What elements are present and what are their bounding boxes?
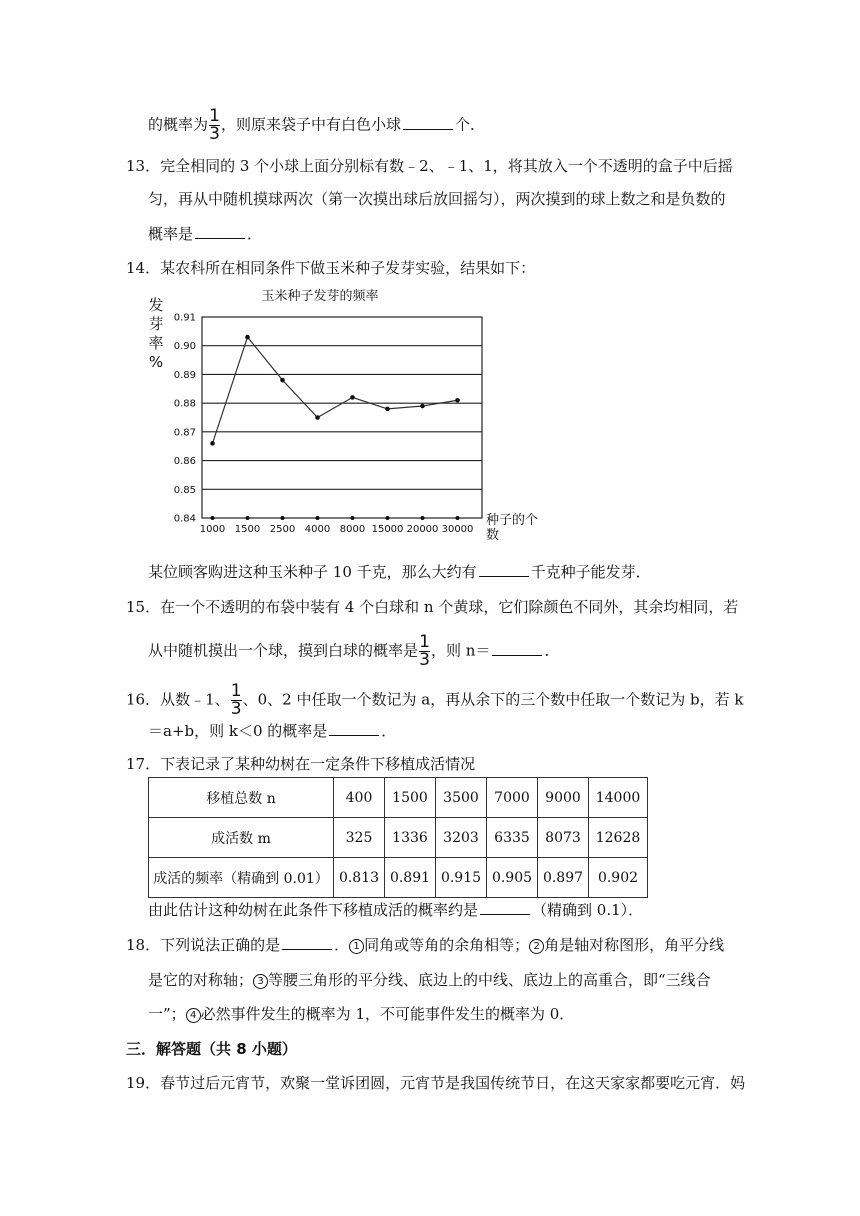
- answer-blank[interactable]: [329, 721, 379, 736]
- q13-text: 概率是: [148, 225, 194, 243]
- q16-line1: [126, 683, 743, 718]
- row-header: 成活数 m: [149, 818, 334, 858]
- y-tick-label: 0.87: [173, 427, 196, 439]
- x-axis-marker: [316, 516, 320, 520]
- q18-text-f: 一”；: [148, 1005, 186, 1023]
- q13-line3: [148, 224, 262, 244]
- x-tick-label: 4000: [304, 524, 331, 535]
- y-tick-label: 0.89: [173, 369, 196, 381]
- q18-text-b: 同角或等角的余角相等；: [364, 936, 530, 954]
- q18-line2: [148, 970, 711, 990]
- q14-line1: 14．某农科所在相同条件下做玉米种子发芽实验，结果如下：: [126, 259, 536, 277]
- y-axis-label: [148, 296, 163, 371]
- q12-text-pre: 的概率为: [148, 115, 209, 134]
- table-cell: 0.813: [334, 858, 385, 898]
- x-tick-labels: [200, 516, 474, 535]
- q17-after-text: 由此估计这种幼树在此条件下移植成活的概率约是: [148, 901, 479, 919]
- x-axis-label: [486, 513, 538, 543]
- y-tick-label: 0.91: [173, 312, 196, 324]
- data-point: [350, 395, 355, 400]
- q14-after-text: 某位顾客购进这种玉米种子 10 千克，那么大约有: [148, 563, 477, 581]
- answer-blank[interactable]: [403, 115, 453, 130]
- table-cell: 8073: [538, 818, 589, 858]
- q18-text-a: ．: [334, 936, 350, 954]
- x-tick-label: 30000: [441, 524, 474, 535]
- table-cell: 3203: [436, 818, 487, 858]
- y-axis-label-char: 率: [148, 334, 164, 352]
- q12-tail: [148, 108, 485, 143]
- x-axis-label-line: 数: [486, 528, 500, 543]
- circled-number: 2: [529, 939, 544, 954]
- table-row: [149, 858, 648, 898]
- row-header: 成活的频率（精确到 0.01）: [149, 858, 334, 898]
- q18-line1: [126, 935, 724, 955]
- circled-number: 4: [186, 1008, 201, 1023]
- q18-text-c: 角是轴对称图形，角平分线: [544, 936, 725, 954]
- x-axis-label-line: 种子的个: [486, 513, 539, 528]
- chart-title: 玉米种子发芽的频率: [261, 289, 379, 304]
- q13-line1: 13．完全相同的 3 个小球上面分别标有数﹣2、﹣1、1，将其放入一个不透明的盒子中后摇: [126, 157, 733, 175]
- q16-text: ＝a+b，则 k＜0 的概率是: [148, 722, 328, 740]
- x-axis-marker: [456, 516, 460, 520]
- table-cell: 0.897: [538, 858, 589, 898]
- q15-text-mid: ，则 n＝: [431, 641, 491, 660]
- y-tick-label: 0.88: [173, 398, 196, 410]
- x-axis-marker: [351, 516, 355, 520]
- y-tick-label: 0.84: [173, 513, 196, 525]
- data-point: [420, 404, 425, 409]
- table-cell: 12628: [589, 818, 648, 858]
- y-tick-labels: [174, 313, 196, 525]
- answer-blank[interactable]: [480, 900, 530, 915]
- q18-text: 18．下列说法正确的是: [126, 936, 281, 954]
- y-axis-label-char: %: [148, 353, 164, 371]
- q17-after: [148, 900, 643, 920]
- data-point: [315, 415, 320, 420]
- q16-text-end: ．: [381, 722, 397, 740]
- transplant-table: [148, 777, 648, 898]
- table-cell: 6335: [487, 818, 538, 858]
- q14-after: [148, 562, 651, 582]
- q17-line1: 17．下表记录了某种幼树在一定条件下移植成活情况: [126, 755, 476, 773]
- table-cell: 9000: [538, 778, 589, 818]
- germination-line-chart: [140, 286, 560, 548]
- table-cell: 0.905: [487, 858, 538, 898]
- circled-number: 1: [349, 939, 364, 954]
- q12-text-post: ，则原来袋子中有白色小球: [221, 115, 402, 134]
- data-points: [210, 335, 460, 446]
- x-tick-label: 1500: [234, 524, 261, 535]
- table-cell: 14000: [589, 778, 648, 818]
- q18-text-e: 等腰三角形的平分线、底边上的中线、底边上的高重合，即“三线合: [268, 971, 711, 989]
- x-axis-marker: [211, 516, 215, 520]
- q14-after-end: 千克种子能发芽．: [530, 563, 651, 581]
- y-axis-label-char: 芽: [148, 315, 164, 333]
- section-heading: 三．解答题（共 8 小题）: [126, 1040, 297, 1058]
- y-tick-label: 0.85: [173, 484, 196, 496]
- series-line: [213, 337, 458, 443]
- table-cell: 0.915: [436, 858, 487, 898]
- x-tick-label: 2500: [269, 524, 296, 535]
- answer-blank[interactable]: [492, 641, 542, 656]
- x-axis-marker: [281, 516, 285, 520]
- table-row: [149, 778, 648, 818]
- fraction: $\frac{1}{3}$: [209, 106, 220, 144]
- q13-line2: 匀，再从中随机摸球两次（第一次摸出球后放回摇匀），两次摸到的球上数之和是负数的: [148, 190, 726, 208]
- q15-line1: 15．在一个不透明的布袋中装有 4 个白球和 n 个黄球，它们除颜色不同外，其余均相同，若: [126, 598, 739, 616]
- x-axis-marker: [421, 516, 425, 520]
- q17-after-end: （精确到 0.1）．: [532, 901, 644, 919]
- q16-line2: [148, 721, 396, 741]
- table-cell: 400: [334, 778, 385, 818]
- data-point: [210, 441, 215, 446]
- table-cell: 0.891: [385, 858, 436, 898]
- table-cell: 325: [334, 818, 385, 858]
- q13-text-end: ．: [247, 225, 263, 243]
- table-cell: 1336: [385, 818, 436, 858]
- q19-line1: 19．春节过后元宵节，欢聚一堂诉团圆，元宵节是我国传统节日，在这天家家都要吃元宵．妈: [126, 1074, 746, 1092]
- y-tick-label: 0.90: [173, 341, 196, 353]
- q12-text-end: 个．: [455, 115, 486, 134]
- answer-blank[interactable]: [282, 935, 332, 950]
- x-tick-label: 20000: [406, 524, 439, 535]
- fraction: $\frac{1}{3}$: [419, 632, 430, 670]
- q18-text-d: 是它的对称轴；: [148, 971, 254, 989]
- q18-line3: [148, 1004, 574, 1024]
- answer-blank[interactable]: [479, 562, 529, 577]
- data-point: [455, 398, 460, 403]
- data-point: [280, 378, 285, 383]
- table-cell: 0.902: [589, 858, 648, 898]
- y-axis-label-char: 发: [148, 296, 164, 314]
- q18-text-g: 必然事件发生的概率为 1，不可能事件发生的概率为 0．: [200, 1005, 575, 1023]
- x-axis-marker: [246, 516, 250, 520]
- q16-text-post: 、0、2 中任取一个数记为 a，再从余下的三个数中任取一个数记为 b，若 k: [242, 690, 744, 709]
- table-cell: 3500: [436, 778, 487, 818]
- x-tick-label: 15000: [371, 524, 404, 535]
- x-axis-marker: [386, 516, 390, 520]
- q15-line2: [148, 634, 559, 669]
- answer-blank[interactable]: [195, 224, 245, 239]
- circled-number: 3: [253, 974, 268, 989]
- q15-text-end: ．: [544, 641, 560, 660]
- data-point: [245, 335, 250, 340]
- data-point: [385, 407, 390, 412]
- table-cell: 7000: [487, 778, 538, 818]
- q15-text: 从中随机摸出一个球，摸到白球的概率是: [148, 641, 419, 660]
- x-tick-label: 1000: [199, 524, 226, 535]
- table-row: [149, 818, 648, 858]
- x-tick-label: 8000: [339, 524, 366, 535]
- row-header: 移植总数 n: [149, 778, 334, 818]
- y-tick-label: 0.86: [173, 456, 196, 468]
- q16-text-pre: 16．从数﹣1、: [126, 690, 230, 709]
- fraction: $\frac{1}{3}$: [230, 681, 242, 719]
- table-cell: 1500: [385, 778, 436, 818]
